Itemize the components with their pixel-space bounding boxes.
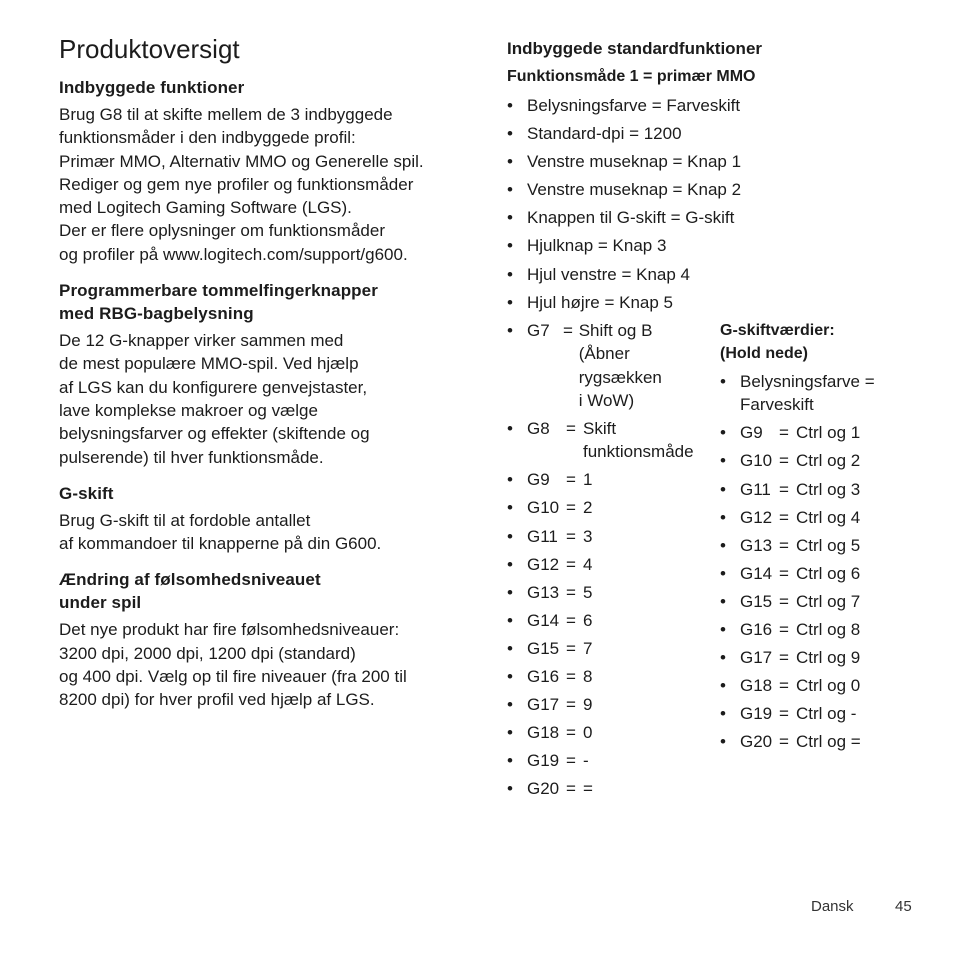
item-row (527, 609, 707, 632)
button-key: G12 (527, 554, 560, 574)
button-key: G20 (527, 779, 560, 799)
item-row (527, 665, 707, 688)
item-row (740, 646, 930, 669)
list-item (507, 525, 707, 548)
button-value: 6 (583, 610, 593, 630)
list-item (720, 618, 930, 641)
section-body: Brug G8 til at skifte mellem de 3 indbyggede funktionsmåder i den indbyggede profil: Primær MMO, Alternativ MMO og Generelle spil. Rediger og gem nye profiler og funktionsmåder med Logitech Gaming Software (LGS). Der er flere oplysninger om funktionsmåder og profiler på www.logitech.com/support/g600. (59, 105, 424, 264)
button-value: 0 (583, 723, 593, 743)
bullet: • (507, 751, 513, 771)
bullet: • (507, 695, 513, 715)
button-key: G13 (527, 582, 560, 602)
bullet: • (507, 180, 513, 200)
list-item (507, 319, 707, 412)
item-text: Belysningsfarve = Farveskift (740, 372, 875, 415)
list-item (507, 291, 767, 314)
button-value: 3 (583, 526, 593, 546)
button-key: G16 (740, 620, 773, 640)
equals-sign: = (566, 554, 576, 574)
bullet: • (507, 321, 513, 340)
list-item (720, 421, 930, 444)
button-value: 2 (583, 498, 593, 518)
page-title: Produktoversigt (59, 34, 240, 64)
section-heading: Programmerbare tommelfingerknapper med RBG-bagbelysning (59, 281, 378, 324)
item-row (527, 721, 707, 744)
equals-sign: = (779, 479, 789, 499)
left-column (59, 76, 474, 725)
bullet: • (507, 96, 513, 115)
equals-sign: = (566, 751, 576, 771)
button-key: G11 (740, 479, 771, 499)
button-key: G15 (527, 638, 560, 658)
list-item (720, 534, 930, 557)
button-key: G14 (740, 563, 773, 583)
section-heading: Ændring af følsomhedsniveauet under spil (59, 570, 321, 613)
button-value: Ctrl og 5 (796, 535, 861, 555)
list-item (507, 150, 767, 173)
item-row (740, 674, 930, 697)
equals-sign: = (566, 418, 576, 438)
list-item (720, 449, 930, 472)
item-row (740, 421, 930, 444)
bullet: • (720, 507, 726, 527)
list-item (507, 721, 707, 744)
button-value: Ctrl og 4 (796, 507, 861, 527)
item-row (740, 730, 930, 753)
list-item (507, 553, 707, 576)
item-row (527, 693, 707, 716)
default-functions-list (507, 94, 767, 319)
button-value: Ctrl og 6 (796, 563, 861, 583)
list-item (720, 646, 930, 669)
list-item (507, 749, 707, 772)
list-item (507, 468, 707, 491)
item-text: Venstre museknap = Knap 2 (527, 180, 742, 200)
bullet: • (507, 667, 513, 687)
equals-sign: = (566, 526, 576, 546)
bullet: • (507, 208, 513, 228)
button-key: G13 (740, 535, 773, 555)
bullet: • (720, 732, 726, 752)
equals-sign: = (779, 423, 789, 443)
item-row (740, 534, 930, 557)
item-row (527, 468, 707, 491)
g-button-list (507, 319, 707, 806)
equals-sign: = (779, 507, 789, 527)
section-body: Det nye produkt har fire følsomhedsniveauer: 3200 dpi, 2000 dpi, 1200 dpi (standard) og 400 dpi. Vælg op til fire niveauer (fra 200 til 8200 dpi) for hver profil ved hjælp af LGS. (59, 620, 407, 710)
item-row (740, 506, 930, 529)
item-text: Knappen til G-skift = G-skift (527, 208, 735, 228)
list-item (507, 94, 767, 117)
bullet: • (720, 648, 726, 668)
equals-sign: = (779, 563, 789, 583)
g-shift-list (720, 370, 930, 759)
button-key: G18 (740, 676, 773, 696)
button-key: G17 (527, 695, 560, 715)
button-value: Ctrl og 3 (796, 479, 861, 499)
button-key: G8 (527, 418, 550, 438)
equals-sign: = (566, 498, 576, 518)
list-item (720, 590, 930, 613)
list-item (507, 693, 707, 716)
button-key: G16 (527, 667, 560, 687)
section-programmable-thumb-buttons (59, 279, 474, 469)
list-item (507, 206, 767, 229)
equals-sign: = (779, 620, 789, 640)
list-item (507, 122, 767, 145)
bullet: • (720, 479, 726, 499)
button-value: Ctrl og 9 (796, 648, 861, 668)
list-item (720, 674, 930, 697)
list-item (507, 263, 767, 286)
equals-sign: = (779, 535, 789, 555)
item-row (527, 581, 707, 604)
item-text: Belysningsfarve = Farveskift (527, 96, 741, 115)
equals-sign: = (563, 321, 573, 340)
section-heading: G-skift (59, 483, 114, 503)
item-row (527, 496, 707, 519)
item-row (527, 637, 707, 660)
button-value: Ctrl og 8 (796, 620, 861, 640)
button-value: 9 (583, 695, 593, 715)
item-text: Hjul venstre = Knap 4 (527, 264, 691, 284)
page-number: 45 (895, 898, 912, 915)
equals-sign: = (566, 695, 576, 715)
bullet: • (720, 704, 726, 724)
button-value: Ctrl og - (796, 704, 857, 724)
button-key: G15 (740, 591, 773, 611)
bullet: • (720, 563, 726, 583)
button-value: Ctrl og 0 (796, 676, 861, 696)
list-item (720, 370, 930, 417)
section-g-shift (59, 482, 474, 556)
list-item (720, 562, 930, 585)
button-value: Shift og B (Åbner rygsækken i WoW) (578, 321, 662, 410)
button-value: Ctrl og = (796, 732, 861, 752)
equals-sign: = (566, 638, 576, 658)
bullet: • (720, 620, 726, 640)
item-row (740, 562, 930, 585)
list-item (507, 417, 707, 464)
button-key: G19 (740, 704, 773, 724)
item-row (527, 525, 707, 548)
equals-sign: = (566, 667, 576, 687)
item-row (740, 618, 930, 641)
section-built-in-functions (59, 76, 474, 266)
bullet: • (720, 591, 726, 611)
equals-sign: = (566, 723, 576, 743)
button-value: - (583, 751, 589, 771)
equals-sign: = (779, 676, 789, 696)
item-row (527, 319, 707, 412)
item-row (527, 553, 707, 576)
bullet: • (507, 779, 513, 799)
item-row (740, 478, 930, 501)
bullet: • (507, 152, 513, 172)
item-text: Standard-dpi = 1200 (527, 124, 682, 144)
bullet: • (507, 470, 513, 490)
list-item (507, 637, 707, 660)
item-row (740, 702, 930, 725)
list-item (720, 730, 930, 753)
list-item (507, 609, 707, 632)
equals-sign: = (779, 704, 789, 724)
list-item (720, 702, 930, 725)
equals-sign: = (779, 591, 789, 611)
button-key: G17 (740, 648, 773, 668)
bullet: • (507, 236, 513, 256)
equals-sign: = (566, 610, 576, 630)
bullet: • (720, 676, 726, 696)
bullet: • (507, 582, 513, 602)
button-key: G18 (527, 723, 560, 743)
bullet: • (507, 723, 513, 743)
bullet: • (507, 124, 513, 144)
bullet: • (720, 451, 726, 471)
mode-heading: Funktionsmåde 1 = primær MMO (507, 68, 756, 85)
item-row (527, 777, 707, 800)
bullet: • (507, 264, 513, 284)
bullet: • (507, 418, 513, 438)
button-key: G14 (527, 610, 560, 630)
g-shift-values-heading: G-skiftværdier: (Hold nede) (720, 322, 835, 362)
button-value: 7 (583, 638, 593, 658)
button-value: 5 (583, 582, 593, 602)
button-key: G7 (527, 321, 550, 340)
item-text: Venstre museknap = Knap 1 (527, 152, 742, 172)
button-value: Ctrl og 1 (796, 423, 861, 443)
bullet: • (720, 535, 726, 555)
button-key: G10 (527, 498, 560, 518)
button-key: G12 (740, 507, 773, 527)
item-text: Hjul højre = Knap 5 (527, 292, 673, 312)
default-functions-heading: Indbyggede standardfunktioner (507, 39, 763, 58)
item-row (740, 449, 930, 472)
equals-sign: = (779, 648, 789, 668)
button-value: Ctrl og 2 (796, 451, 861, 471)
item-row (740, 590, 930, 613)
section-heading: Indbyggede funktioner (59, 78, 245, 97)
bullet: • (507, 292, 513, 312)
equals-sign: = (566, 470, 576, 490)
button-value: Ctrl og 7 (796, 591, 861, 611)
section-sensitivity (59, 568, 474, 711)
list-item (720, 478, 930, 501)
list-item (720, 506, 930, 529)
equals-sign: = (779, 732, 789, 752)
button-value: Skift funktionsmåde (583, 418, 694, 462)
bullet: • (507, 498, 513, 518)
equals-sign: = (566, 779, 576, 799)
bullet: • (720, 372, 726, 391)
button-value: = (583, 779, 593, 799)
list-item (507, 777, 707, 800)
button-value: 1 (583, 470, 593, 490)
button-value: 4 (583, 554, 593, 574)
equals-sign: = (779, 451, 789, 471)
button-value: 8 (583, 667, 593, 687)
button-key: G9 (740, 423, 763, 443)
bullet: • (507, 610, 513, 630)
section-body: Brug G-skift til at fordoble antallet af kommandoer til knapperne på din G600. (59, 510, 382, 554)
list-item (507, 581, 707, 604)
list-item (507, 234, 767, 257)
item-row (527, 417, 707, 464)
bullet: • (507, 526, 513, 546)
item-row (527, 749, 707, 772)
footer-language: Dansk (811, 898, 854, 915)
list-item (507, 178, 767, 201)
button-key: G20 (740, 732, 773, 752)
list-item (507, 665, 707, 688)
item-text: Hjulknap = Knap 3 (527, 236, 667, 256)
equals-sign: = (566, 582, 576, 602)
button-key: G19 (527, 751, 560, 771)
bullet: • (507, 638, 513, 658)
button-key: G10 (740, 451, 773, 471)
bullet: • (507, 554, 513, 574)
section-body: De 12 G-knapper virker sammen med de mest populære MMO-spil. Ved hjælp af LGS kan du konfigurere genvejstaster, lave komplekse makroer og vælge belysningsfarver og effekter (skiftende og pulserende) til hver funktionsmåde. (59, 331, 370, 467)
bullet: • (720, 423, 726, 443)
button-key: G11 (527, 526, 558, 546)
button-key: G9 (527, 470, 550, 490)
list-item (507, 496, 707, 519)
